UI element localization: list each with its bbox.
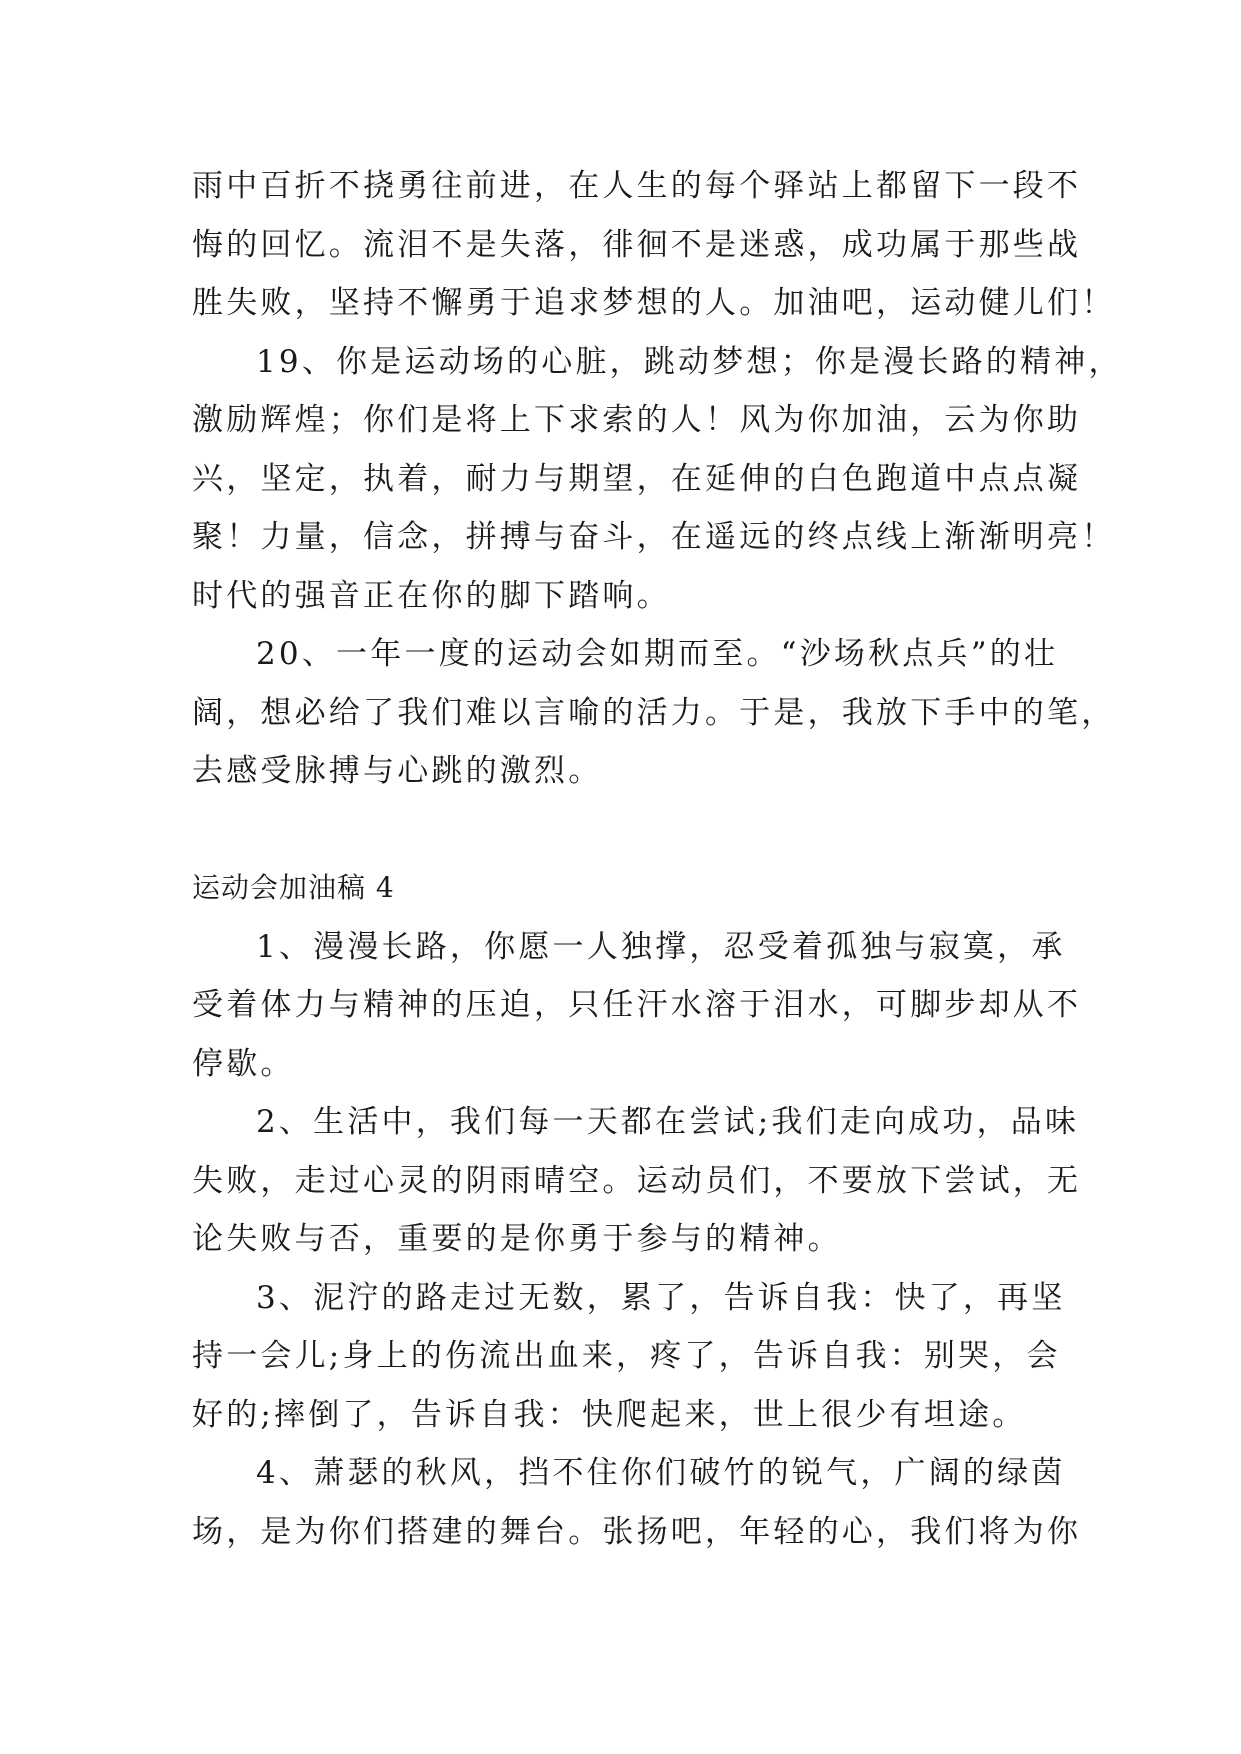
paragraph-item-1 xyxy=(192,918,1082,1094)
text-line: 时代的强音正在你的脚下踏响。 xyxy=(192,577,671,614)
text-line: 论失败与否，重要的是你勇于参与的精神。 xyxy=(192,1221,842,1257)
paragraph-item-3 xyxy=(192,1269,1066,1445)
text-line: 受着体力与精神的压迫，只任汗水溶于泪水，可脚步却从不 xyxy=(192,987,1082,1023)
text-line: 持一会儿;身上的伤流出血来，疼了，告诉自我：别哭，会 xyxy=(192,1338,1061,1374)
text-line: 4、萧瑟的秋风，挡不住你们破竹的锐气，广阔的绿茵 xyxy=(256,1455,1066,1491)
section-spacer xyxy=(192,801,1052,860)
text-line: 失败，走过心灵的阴雨晴空。运动员们，不要放下尝试，无 xyxy=(192,1162,1082,1199)
text-line: 3、泥泞的路走过无数，累了，告诉自我：快了，再坚 xyxy=(256,1279,1066,1316)
paragraph-item-20 xyxy=(192,625,1116,801)
text-line: 好的;摔倒了，告诉自我：快爬起来，世上很少有坦途。 xyxy=(192,1396,1027,1433)
text-line: 去感受脉搏与心跳的激烈。 xyxy=(192,753,603,789)
text-line: 兴，坚定，执着，耐力与期望，在延伸的白色跑道中点点凝 xyxy=(192,460,1082,497)
paragraph-item-4 xyxy=(192,1444,1082,1561)
paragraph-item-19 xyxy=(192,333,1123,626)
paragraph-item-2 xyxy=(192,1093,1082,1269)
text-line: 雨中百折不挠勇往前进，在人生的每个驿站上都留下一段不 xyxy=(192,168,1082,204)
text-line: 悔的回忆。流泪不是失落，徘徊不是迷惑，成功属于那些战 xyxy=(192,226,1082,263)
text-line: 胜失败，坚持不懈勇于追求梦想的人。加油吧，运动健儿们！ xyxy=(192,285,1116,321)
text-line: 19、你是运动场的心脏，跳动梦想；你是漫长路的精神， xyxy=(256,343,1123,380)
text-line: 2、生活中，我们每一天都在尝试;我们走向成功，品味 xyxy=(256,1104,1080,1140)
section-title: 运动会加油稿 4 xyxy=(192,871,395,904)
continuation-paragraph xyxy=(192,157,1116,333)
text-line: 停歇。 xyxy=(192,1045,295,1082)
text-line: 聚！力量，信念，拼搏与奋斗，在遥远的终点线上渐渐明亮！ xyxy=(192,519,1116,555)
document-page xyxy=(192,157,1123,1561)
text-line: 激励辉煌；你们是将上下求索的人！风为你加油，云为你助 xyxy=(192,402,1082,438)
text-line: 场，是为你们搭建的舞台。张扬吧，年轻的心，我们将为你 xyxy=(192,1513,1082,1550)
text-line: 1、漫漫长路，你愿一人独撑，忍受着孤独与寂寞，承 xyxy=(256,928,1066,965)
text-line: 阔，想必给了我们难以言喻的活力。于是，我放下手中的笔， xyxy=(192,694,1116,731)
text-line: 20、一年一度的运动会如期而至。“沙场秋点兵”的壮 xyxy=(256,636,1059,672)
